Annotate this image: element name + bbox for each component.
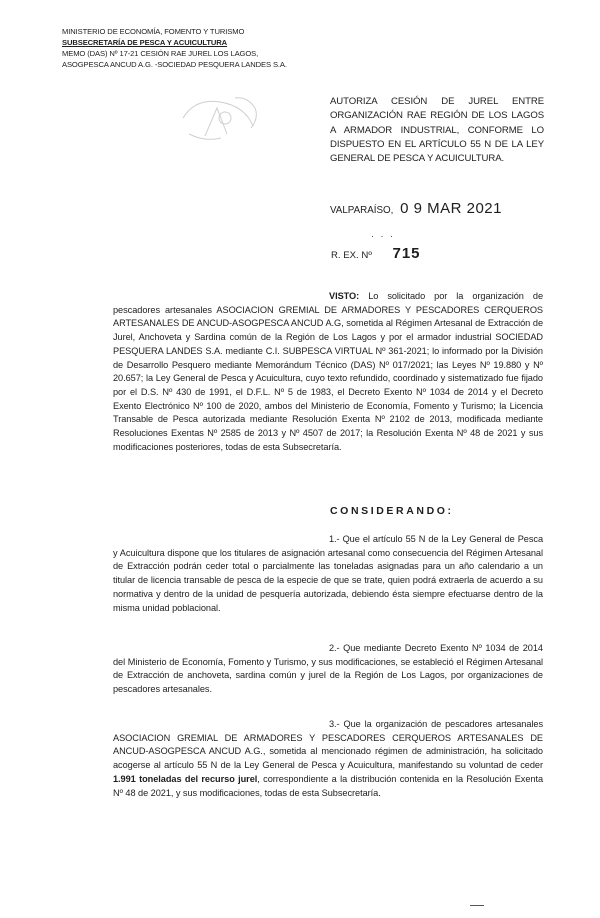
considerando-paragraph-3 (113, 718, 543, 800)
p3-text-a: 3.- Que la organización de pescadores artesanales ASOCIACION GREMIAL DE ARMADORES Y PESCADORES CERQUEROS ARTESANALES DE ANCUD-ASOGPESCA ANCUD A.G., sometida al mencionado régimen de administración, ha solicitado acogerse al artículo 55 N de la Ley General de Pesca y Acuicultura, manifestando su voluntad de ceder (113, 719, 543, 771)
visto-label: VISTO: (329, 291, 360, 301)
date: 0 9 MAR 2021 (400, 200, 502, 217)
memo-line-1: MEMO (DAS) Nº 17-21 CESIÓN RAE JUREL LOS LAGOS, (62, 49, 259, 58)
place-date-line (330, 200, 502, 217)
considerando-paragraph-2: 2.- Que mediante Decreto Exento Nº 1034 de 2014 del Ministerio de Economía, Fomento y Turismo, y sus modificaciones, se estableció el Régimen Artesanal de Extracción de anchoveta, sardina común y jurel de la Región de Los Lagos, por organizaciones de pescadores artesanales. (113, 643, 543, 695)
resolution-subject: AUTORIZA CESIÓN DE JUREL ENTRE ORGANIZACIÓN RAE REGIÓN DE LOS LAGOS A ARMADOR INDUSTRIAL, CONFORME LO DISPUESTO EN EL ARTÍCULO 55 N DE LA LEY GENERAL DE PESCA Y ACUICULTURA. (330, 96, 544, 165)
considerando-paragraph-1: 1.- Que el artículo 55 N de la Ley General de Pesca y Acuicultura dispone que los titulares de asignación artesanal como consecuencia del Régimen Artesanal de Extracción podrán ceder total o parcialmente las toneladas asignadas para un año calendario a un titular de licencia transable de pesca de la especie de que se trate, quien podrá extraerla de acuerdo a su normativa y dentro de la unidad de pesquería autorizada, debiendo ésta siempre efectuarse dentro de la misma unidad poblacional. (113, 534, 543, 613)
visto-paragraph (113, 290, 543, 454)
subsecretaria-name: SUBSECRETARÍA DE PESCA Y ACUICULTURA (62, 38, 228, 47)
memo-line-2: ASOGPESCA ANCUD A.G. -SOCIEDAD PESQUERA LANDES S.A. (62, 60, 287, 69)
stamp-icon (175, 78, 285, 150)
p3-bold-quantity: 1.991 toneladas del recurso jurel (113, 773, 258, 784)
considerando-heading: CONSIDERANDO: (330, 505, 454, 517)
visto-text: Lo solicitado por la organización de pescadores artesanales ASOCIACION GREMIAL DE ARMADORES Y PESCADORES CERQUEROS ARTESANALES DE ANCUD-ASOGPESCA ANCUD A.G, sometida al Régimen Artesanal de Extracción de Jurel, Anchoveta y Sardina común de la Región de Los Lagos y por el armador industrial SOCIEDAD PESQUERA LANDES S.A. mediante C.I. SUBPESCA VIRTUAL Nº 361-2021; lo informado por la División de Desarrollo Pesquero mediante Memorándum Técnico (DAS) Nº 017/2021; las Leyes Nº 19.880 y Nº 20.657; la Ley General de Pesca y Acuicultura, cuyo texto refundido, coordinado y sistematizado fue fijado por el D.S. Nº 430 de 1991, el D.F.L. Nº 5 de 1983, el Decreto Exento Nº 1034 de 2014 y el Decreto Exento Electrónico Nº 100 de 2020, ambos del Ministerio de Economía, Fomento y Turismo; la Licencia Transable de Pesca autorizada mediante Resolución Exenta Nº 2102 de 2013, modificada mediante Resoluciones Exentas Nº 2585 de 2013 y Nº 4507 de 2017; la Resolución Exenta Nº 48 de 2021 y sus modificaciones posteriores, todas de esta Subsecretaría. (113, 291, 543, 452)
resolution-number: 715 (392, 245, 421, 262)
p3-text-b: , correspondiente a la distribución contenida en la Resolución Exenta Nº 48 de 2021, y sus modificaciones, todas de esta Subsecretaría. (113, 773, 544, 798)
place: VALPARAÍSO, (330, 205, 394, 216)
resolution-dots: · · · (371, 231, 395, 241)
footer-dash (470, 905, 484, 906)
ministry-name: MINISTERIO DE ECONOMÍA, FOMENTO Y TURISMO (62, 27, 245, 36)
resolution-label: R. EX. Nº (331, 250, 372, 261)
resolution-number-line (331, 245, 421, 262)
